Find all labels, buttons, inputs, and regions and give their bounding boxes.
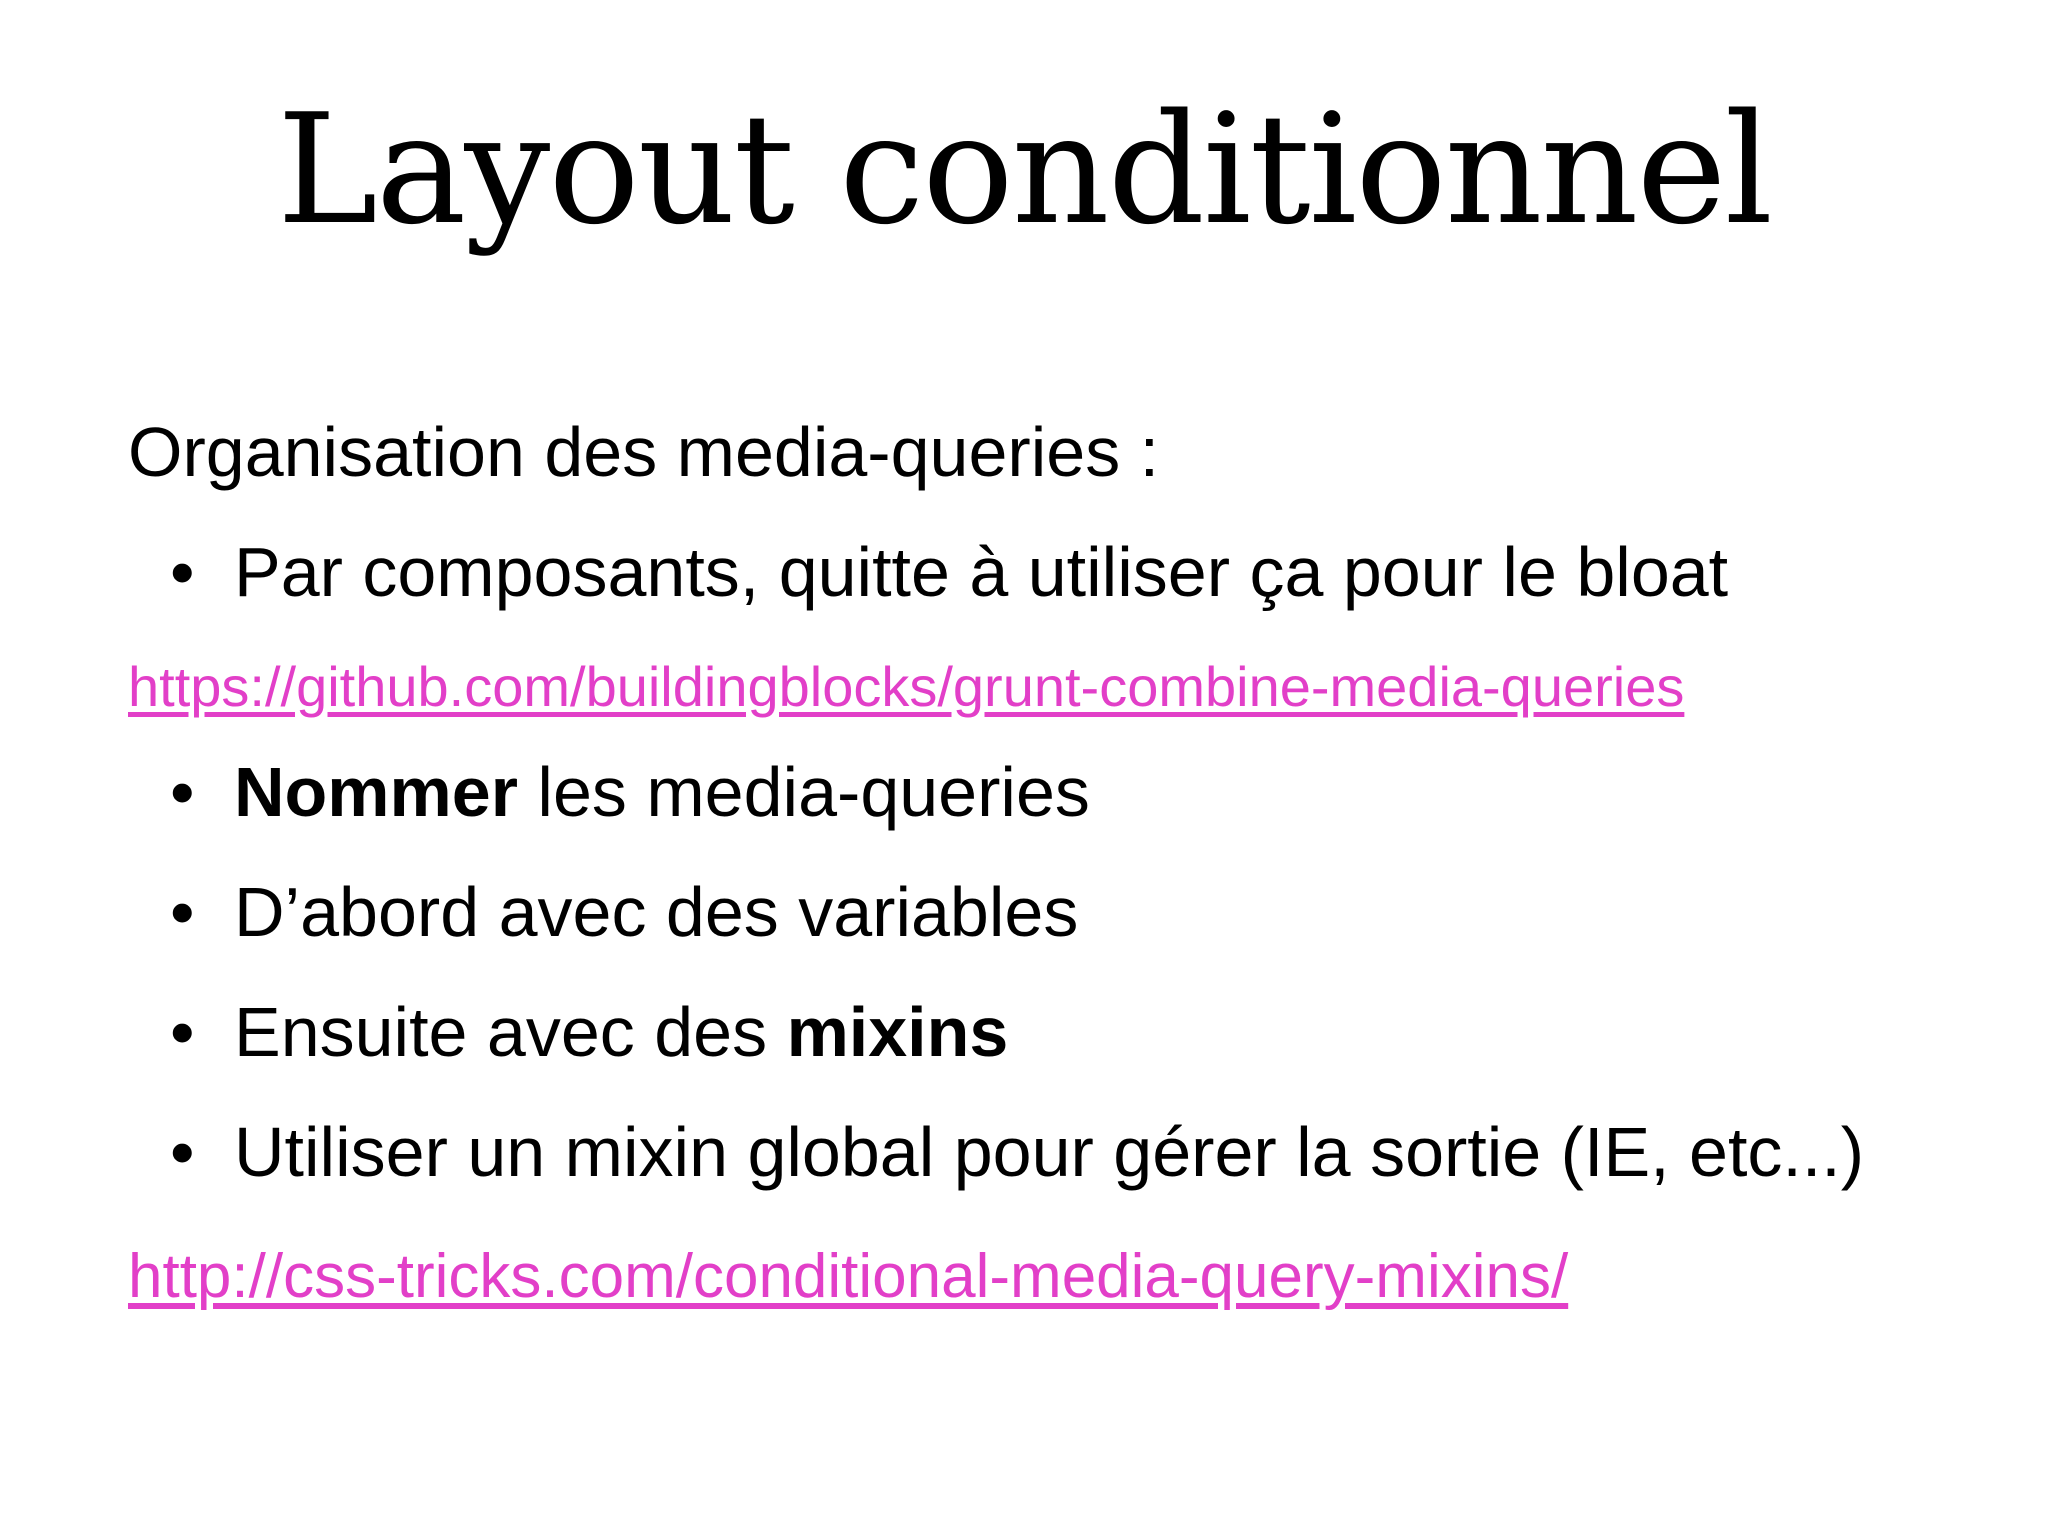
- bullet-glyph: •: [170, 993, 195, 1071]
- bullet-text: Utiliser un mixin global pour gérer la sortie (IE, etc...): [234, 1113, 1865, 1191]
- bullet-glyph: •: [170, 1113, 195, 1191]
- bullet-glyph: •: [170, 753, 195, 831]
- bullet-bold-text: mixins: [786, 993, 1009, 1071]
- bullet-text: Ensuite avec des: [234, 993, 787, 1071]
- bullet-glyph: •: [170, 533, 195, 611]
- bullet-bold-text: Nommer: [234, 753, 518, 831]
- bullet-item-mixins: [170, 987, 1008, 1077]
- link-grunt-combine-media-queries[interactable]: https://github.com/buildingblocks/grunt-combine-media-queries: [128, 655, 1685, 718]
- bullet-item-mixin-global: [170, 1107, 1864, 1197]
- link-css-tricks-conditional-media-query-mixins[interactable]: http://css-tricks.com/conditional-media-query-mixins/: [128, 1242, 1569, 1311]
- bullet-text: Par composants, quitte à utiliser ça pour le bloat: [234, 533, 1729, 611]
- slide-title: Layout conditionnel: [276, 81, 1772, 258]
- bullet-item-composants: [170, 527, 1728, 617]
- bullet-text: les media-queries: [517, 753, 1090, 831]
- bullet-glyph: •: [170, 873, 195, 951]
- bullet-item-variables: [170, 867, 1078, 957]
- bullet-item-nommer: [170, 747, 1090, 837]
- bullet-text: D’abord avec des variables: [234, 873, 1079, 951]
- intro-text: Organisation des media-queries :: [128, 413, 1160, 491]
